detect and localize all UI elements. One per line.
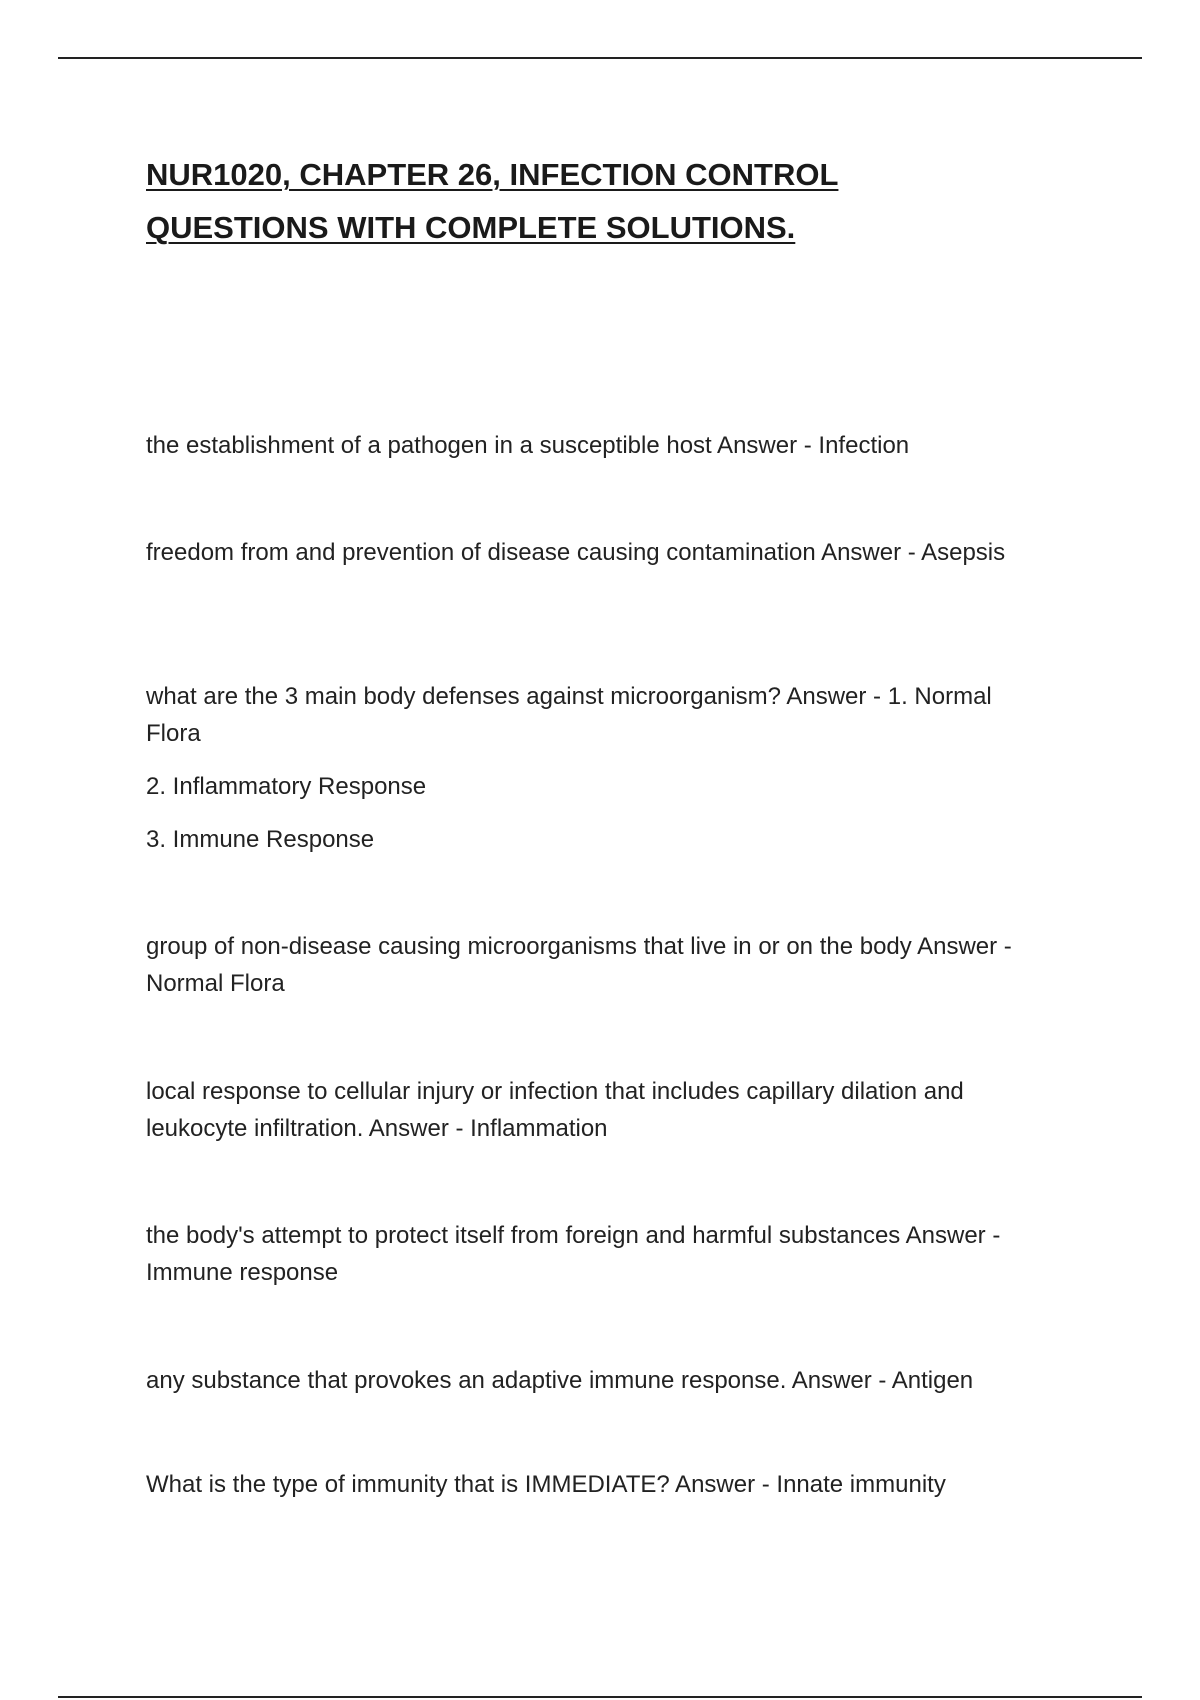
header-rule [58,57,1142,59]
footer-rule [58,1696,1142,1698]
qa-item [146,678,1046,858]
qa-text: local response to cellular injury or infection that includes capillary dilation and leukocyte infiltration. Answer - Inflammation [146,1078,964,1142]
qa-item [146,534,1046,571]
qa-list-item: 3. Immune Response [146,826,375,853]
title-line-2: QUESTIONS WITH COMPLETE SOLUTIONS. [146,210,796,245]
qa-text: what are the 3 main body defenses against microorganism? Answer - 1. Normal Flora [146,683,992,747]
document-title [146,148,966,254]
qa-item [146,1217,1046,1291]
qa-text: group of non-disease causing microorganisms that live in or on the body Answer - Normal Flora [146,933,1012,997]
qa-item [146,928,1046,1002]
qa-list-item: 2. Inflammatory Response [146,773,427,800]
qa-item [146,427,1046,464]
qa-text: What is the type of immunity that is IMMEDIATE? Answer - Innate immunity [146,1471,946,1498]
title-line-1: NUR1020, CHAPTER 26, INFECTION CONTROL [146,157,839,192]
qa-text: the establishment of a pathogen in a susceptible host Answer - Infection [146,432,910,459]
qa-item [146,1466,1046,1503]
qa-item [146,1073,1046,1147]
qa-text: any substance that provokes an adaptive immune response. Answer - Antigen [146,1367,974,1394]
qa-item [146,1362,1046,1399]
qa-text: freedom from and prevention of disease causing contamination Answer - Asepsis [146,539,1006,566]
qa-text: the body's attempt to protect itself from foreign and harmful substances Answer - Immune response [146,1222,1001,1286]
